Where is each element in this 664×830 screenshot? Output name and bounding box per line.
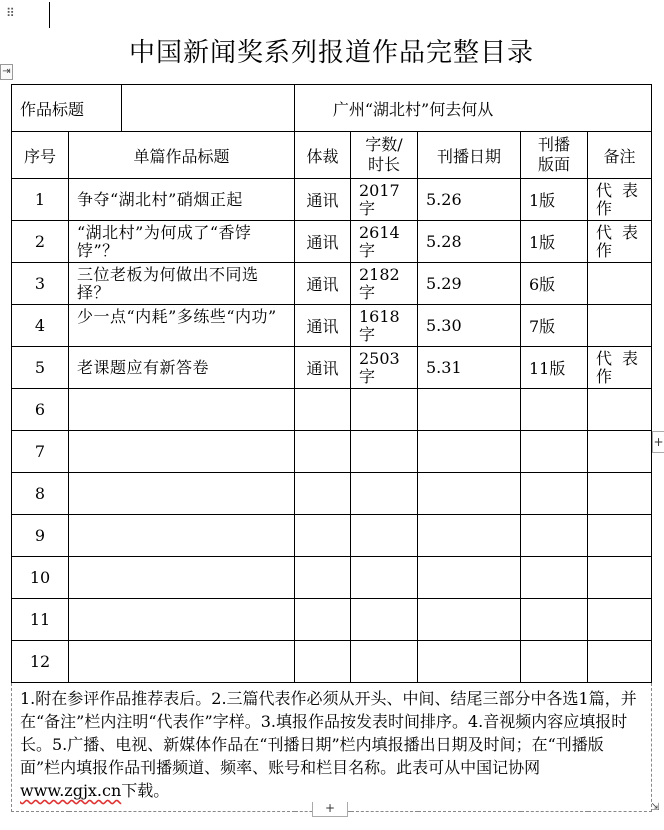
- cell-title[interactable]: [69, 431, 295, 473]
- cell-seq[interactable]: 1: [12, 179, 69, 221]
- footer-text: 1.附在参评作品推荐表后。2.三篇代表作必须从开头、中间、结尾三部分中各选1篇，并在“备注”栏内注明“代表作”字样。3.填报作品按发表时间排序。4.音视频内容应填报时长。5.广播、电视、新媒体作品在“刊播日期”栏内填报播出日期及时间；在“刊播版面”栏内填报作品刊播频道、频率、账号和栏目名称。此表可从中国记协网: [20, 689, 637, 777]
- cell-length[interactable]: [351, 557, 418, 599]
- cell-length-text: 2017字: [359, 180, 400, 218]
- footer-notes[interactable]: [12, 683, 652, 812]
- header-length-line1: 字数/: [365, 135, 403, 154]
- header-piece-title: 单篇作品标题: [69, 132, 295, 179]
- table-row: [12, 473, 652, 515]
- cell-remark[interactable]: [588, 599, 652, 641]
- cell-genre[interactable]: [295, 557, 351, 599]
- cell-page[interactable]: [521, 641, 588, 683]
- cell-remark[interactable]: [588, 347, 652, 389]
- cell-title[interactable]: [69, 263, 295, 305]
- cell-remark-text: [596, 264, 651, 304]
- work-title-label: 作品标题: [12, 85, 122, 131]
- cell-date[interactable]: [418, 515, 521, 557]
- cell-seq[interactable]: 6: [12, 389, 69, 431]
- header-page: [521, 132, 588, 179]
- cell-remark[interactable]: [588, 641, 652, 683]
- cell-date[interactable]: [418, 389, 521, 431]
- text-cursor: [49, 2, 50, 28]
- cell-length[interactable]: [351, 515, 418, 557]
- header-length: [351, 132, 418, 179]
- cell-genre[interactable]: [295, 641, 351, 683]
- cell-remark[interactable]: [588, 179, 652, 221]
- cell-remark-text: 代表作: [596, 222, 649, 260]
- table-row: [12, 515, 652, 557]
- header-seq: 序号: [12, 132, 69, 179]
- cell-seq[interactable]: 7: [12, 431, 69, 473]
- cell-remark[interactable]: [588, 389, 652, 431]
- cell-title-text: 三位老板为何做出不同选择？: [77, 264, 259, 302]
- cell-length[interactable]: [351, 347, 418, 389]
- cell-length[interactable]: [351, 431, 418, 473]
- cell-genre[interactable]: 通讯: [295, 179, 351, 221]
- cell-title[interactable]: [69, 305, 295, 347]
- cell-genre[interactable]: 通讯: [295, 347, 351, 389]
- add-column-plus-icon[interactable]: +: [652, 431, 664, 453]
- table-row: [12, 305, 652, 347]
- page-title: 中国新闻奖系列报道作品完整目录: [128, 38, 534, 68]
- cell-length-text: 1618字: [359, 306, 400, 344]
- cell-seq[interactable]: 11: [12, 599, 69, 641]
- cell-page[interactable]: [521, 515, 588, 557]
- footer-suffix: 下载。: [121, 781, 170, 800]
- cell-seq[interactable]: 4: [12, 305, 69, 347]
- cell-title[interactable]: [69, 641, 295, 683]
- cell-title[interactable]: [69, 179, 295, 221]
- cell-date[interactable]: 5.26: [418, 179, 521, 221]
- cell-page[interactable]: 1版: [521, 221, 588, 263]
- cell-page[interactable]: 11版: [521, 347, 588, 389]
- cell-length-text: 2503字: [359, 348, 400, 386]
- cell-length[interactable]: [351, 473, 418, 515]
- cell-title-text: “湖北村”为何成了“香饽饽”？: [77, 222, 252, 260]
- cell-genre[interactable]: [295, 431, 351, 473]
- work-title-row: [12, 85, 652, 132]
- cell-date[interactable]: [418, 599, 521, 641]
- catalog-table: [11, 84, 652, 812]
- cell-title-text: 争夺“湖北村”硝烟正起: [77, 189, 243, 209]
- add-row-plus-icon[interactable]: +: [312, 802, 348, 817]
- cell-date[interactable]: [418, 431, 521, 473]
- footer-row: [12, 683, 652, 812]
- cell-remark-text: 代表作: [596, 348, 649, 386]
- table-row: [12, 641, 652, 683]
- cell-seq[interactable]: 10: [12, 557, 69, 599]
- work-title-value[interactable]: 广州“湖北村”何去何从: [295, 85, 652, 132]
- cell-seq[interactable]: 5: [12, 347, 69, 389]
- resize-icon[interactable]: ⇲: [651, 802, 660, 813]
- cell-page[interactable]: [521, 599, 588, 641]
- cell-page[interactable]: [521, 389, 588, 431]
- table-move-icon[interactable]: ⇥: [0, 64, 13, 80]
- cell-remark[interactable]: [588, 431, 652, 473]
- table-row: [12, 347, 652, 389]
- cell-genre[interactable]: [295, 515, 351, 557]
- header-row: [12, 132, 652, 179]
- footer-url: www.zgjx.cn: [20, 781, 122, 800]
- cell-title[interactable]: [69, 557, 295, 599]
- cell-title[interactable]: [69, 389, 295, 431]
- cell-genre[interactable]: 通讯: [295, 305, 351, 347]
- table-row: [12, 221, 652, 263]
- header-remark: 备注: [588, 132, 652, 179]
- table-row: [12, 599, 652, 641]
- cell-seq[interactable]: 8: [12, 473, 69, 515]
- table-row: [12, 263, 652, 305]
- cell-page[interactable]: [521, 431, 588, 473]
- cell-page[interactable]: 7版: [521, 305, 588, 347]
- cell-remark-text: [596, 306, 651, 346]
- cell-title[interactable]: [69, 221, 295, 263]
- table-row: [12, 389, 652, 431]
- cell-genre[interactable]: 通讯: [295, 263, 351, 305]
- cell-genre[interactable]: [295, 389, 351, 431]
- cell-title[interactable]: [69, 473, 295, 515]
- table-row: [12, 557, 652, 599]
- table-row: [12, 179, 652, 221]
- cell-length-text: 2182字: [359, 264, 400, 302]
- cell-genre[interactable]: [295, 473, 351, 515]
- cell-remark[interactable]: [588, 221, 652, 263]
- cell-date[interactable]: [418, 641, 521, 683]
- cell-length[interactable]: [351, 221, 418, 263]
- header-page-line2: 版面: [537, 155, 570, 174]
- drag-handle-icon[interactable]: ⠿: [6, 6, 15, 20]
- cell-page[interactable]: [521, 557, 588, 599]
- header-page-line1: 刊播: [537, 135, 570, 154]
- cell-title[interactable]: [69, 347, 295, 389]
- cell-remark-text: 代表作: [596, 180, 649, 218]
- cell-seq[interactable]: 3: [12, 263, 69, 305]
- cell-genre[interactable]: [295, 599, 351, 641]
- cell-date[interactable]: [418, 473, 521, 515]
- cell-date[interactable]: [418, 557, 521, 599]
- cell-remark[interactable]: [588, 305, 652, 347]
- cell-title-text: 老课题应有新答卷: [77, 357, 210, 377]
- cell-length[interactable]: [351, 179, 418, 221]
- cell-page[interactable]: [521, 473, 588, 515]
- header-date: 刊播日期: [418, 132, 521, 179]
- cell-length[interactable]: [351, 305, 418, 347]
- cell-title[interactable]: [69, 515, 295, 557]
- cell-remark[interactable]: [588, 263, 652, 305]
- cell-seq[interactable]: 2: [12, 221, 69, 263]
- cell-length[interactable]: [351, 389, 418, 431]
- cell-remark[interactable]: [588, 473, 652, 515]
- cell-seq[interactable]: 9: [12, 515, 69, 557]
- cell-length[interactable]: [351, 263, 418, 305]
- cell-remark[interactable]: [588, 515, 652, 557]
- header-genre: 体裁: [295, 132, 351, 179]
- cell-page[interactable]: 1版: [521, 179, 588, 221]
- cell-seq[interactable]: 12: [12, 641, 69, 683]
- cell-page[interactable]: 6版: [521, 263, 588, 305]
- cell-genre[interactable]: 通讯: [295, 221, 351, 263]
- cell-length-text: 2614字: [359, 222, 400, 260]
- cell-length[interactable]: [351, 599, 418, 641]
- cell-date[interactable]: 5.30: [418, 305, 521, 347]
- cell-length[interactable]: [351, 641, 418, 683]
- header-length-line2: 时长: [367, 155, 400, 174]
- cell-title[interactable]: [69, 599, 295, 641]
- table-row: [12, 431, 652, 473]
- cell-date[interactable]: 5.29: [418, 263, 521, 305]
- cell-title-text: 少一点“内耗”多练些“内功”: [77, 306, 277, 326]
- cell-date[interactable]: 5.31: [418, 347, 521, 389]
- cell-date[interactable]: 5.28: [418, 221, 521, 263]
- cell-remark[interactable]: [588, 557, 652, 599]
